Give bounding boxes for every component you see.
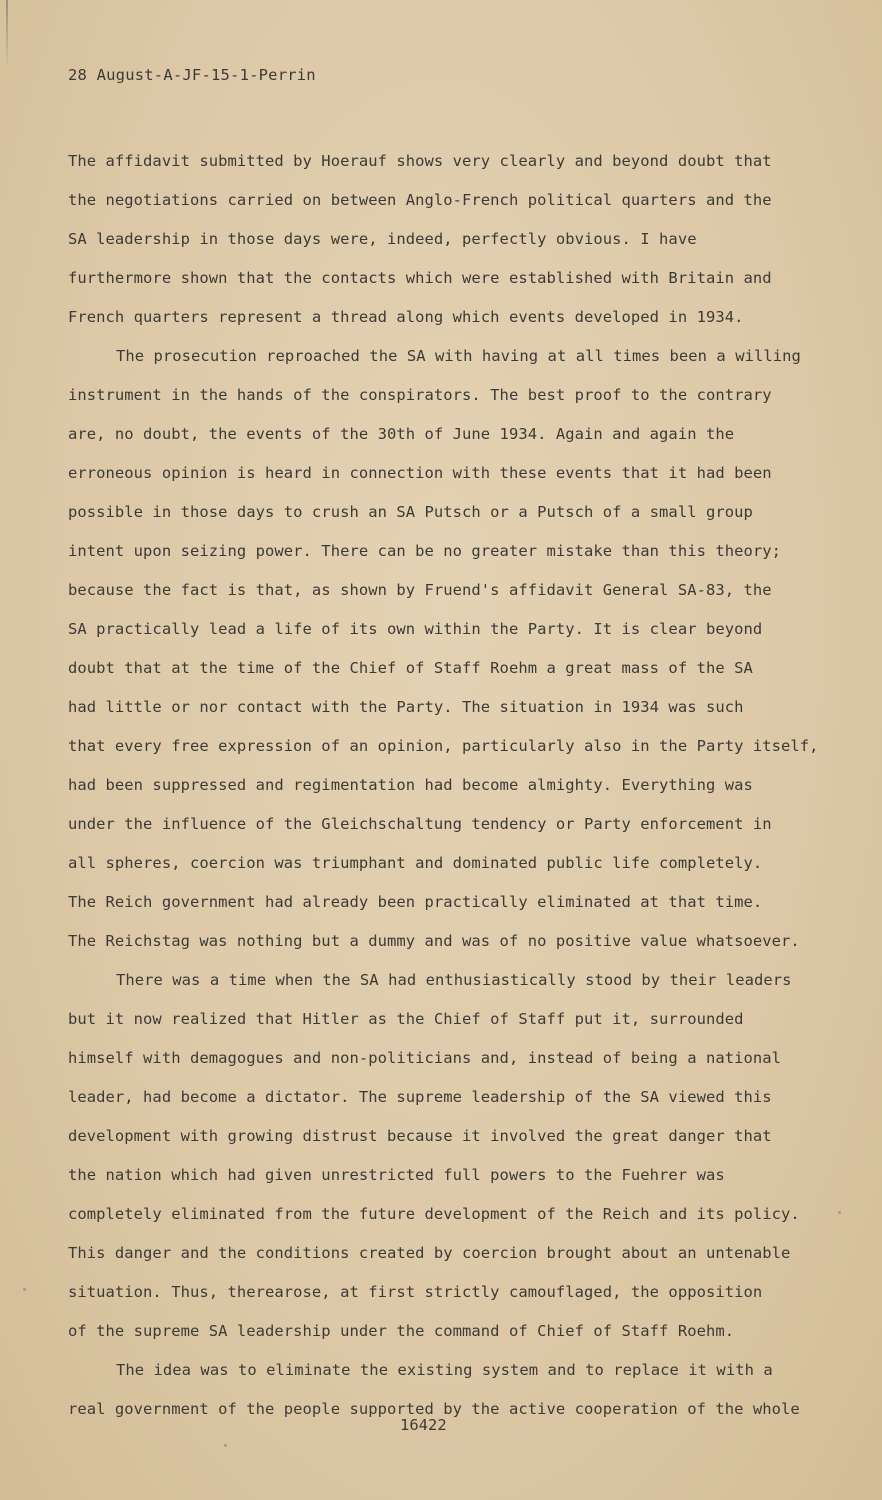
text-line: erroneous opinion is heard in connection with these events that it had been [68,464,772,482]
document-reference: 28 August-A-JF-15-1-Perrin [68,66,316,84]
text-line: leader, had become a dictator. The supreme leadership of the SA viewed this [68,1088,772,1106]
paper-speck [23,1288,26,1291]
text-line: doubt that at the time of the Chief of Staff Roehm a great mass of the SA [68,659,753,677]
text-line: the nation which had given unrestricted full powers to the Fuehrer was [68,1166,725,1184]
text-line: SA leadership in those days were, indeed, perfectly obvious. I have [68,230,697,248]
text-line: of the supreme SA leadership under the command of Chief of Staff Roehm. [68,1322,735,1340]
text-line: furthermore shown that the contacts which were established with Britain and [68,269,772,287]
text-line: but it now realized that Hitler as the Chief of Staff put it, surrounded [68,1010,744,1028]
paper-speck [838,1211,841,1214]
text-line: The affidavit submitted by Hoerauf shows very clearly and beyond doubt that [68,152,772,170]
text-line: all spheres, coercion was triumphant and dominated public life completely. [68,854,763,872]
text-line: under the influence of the Gleichschaltung tendency or Party enforcement in [68,815,772,833]
text-line: because the fact is that, as shown by Fruend's affidavit General SA-83, the [68,581,772,599]
page-edge-mark [6,0,8,70]
text-line: development with growing distrust because it involved the great danger that [68,1127,772,1145]
text-line: that every free expression of an opinion, particularly also in the Party itself, [68,737,819,755]
text-line: situation. Thus, therearose, at first strictly camouflaged, the opposition [68,1283,763,1301]
document-body [68,142,848,1429]
text-line: possible in those days to crush an SA Putsch or a Putsch of a small group [68,503,753,521]
text-line: himself with demagogues and non-politicians and, instead of being a national [68,1049,782,1067]
text-line: instrument in the hands of the conspirators. The best proof to the contrary [68,386,772,404]
paragraph-start-line: The prosecution reproached the SA with having at all times been a willing [116,347,801,365]
paragraph-start-line: There was a time when the SA had enthusiastically stood by their leaders [116,971,792,989]
text-line: The Reich government had already been practically eliminated at that time. [68,893,763,911]
text-line: real government of the people supported by the active cooperation of the whole [68,1400,800,1418]
page-number: 16422 [400,1416,447,1434]
text-line: This danger and the conditions created by coercion brought about an untenable [68,1244,791,1262]
paper-speck [224,1444,227,1447]
text-line: The Reichstag was nothing but a dummy and was of no positive value whatsoever. [68,932,800,950]
text-line: SA practically lead a life of its own within the Party. It is clear beyond [68,620,763,638]
text-line: the negotiations carried on between Anglo-French political quarters and the [68,191,772,209]
paragraph-start-line: The idea was to eliminate the existing system and to replace it with a [116,1361,773,1379]
text-line: intent upon seizing power. There can be no greater mistake than this theory; [68,542,782,560]
text-line: had little or nor contact with the Party. The situation in 1934 was such [68,698,744,716]
text-line: completely eliminated from the future development of the Reich and its policy. [68,1205,800,1223]
text-line: French quarters represent a thread along which events developed in 1934. [68,308,744,326]
text-line: had been suppressed and regimentation had become almighty. Everything was [68,776,753,794]
text-line: are, no doubt, the events of the 30th of June 1934. Again and again the [68,425,735,443]
